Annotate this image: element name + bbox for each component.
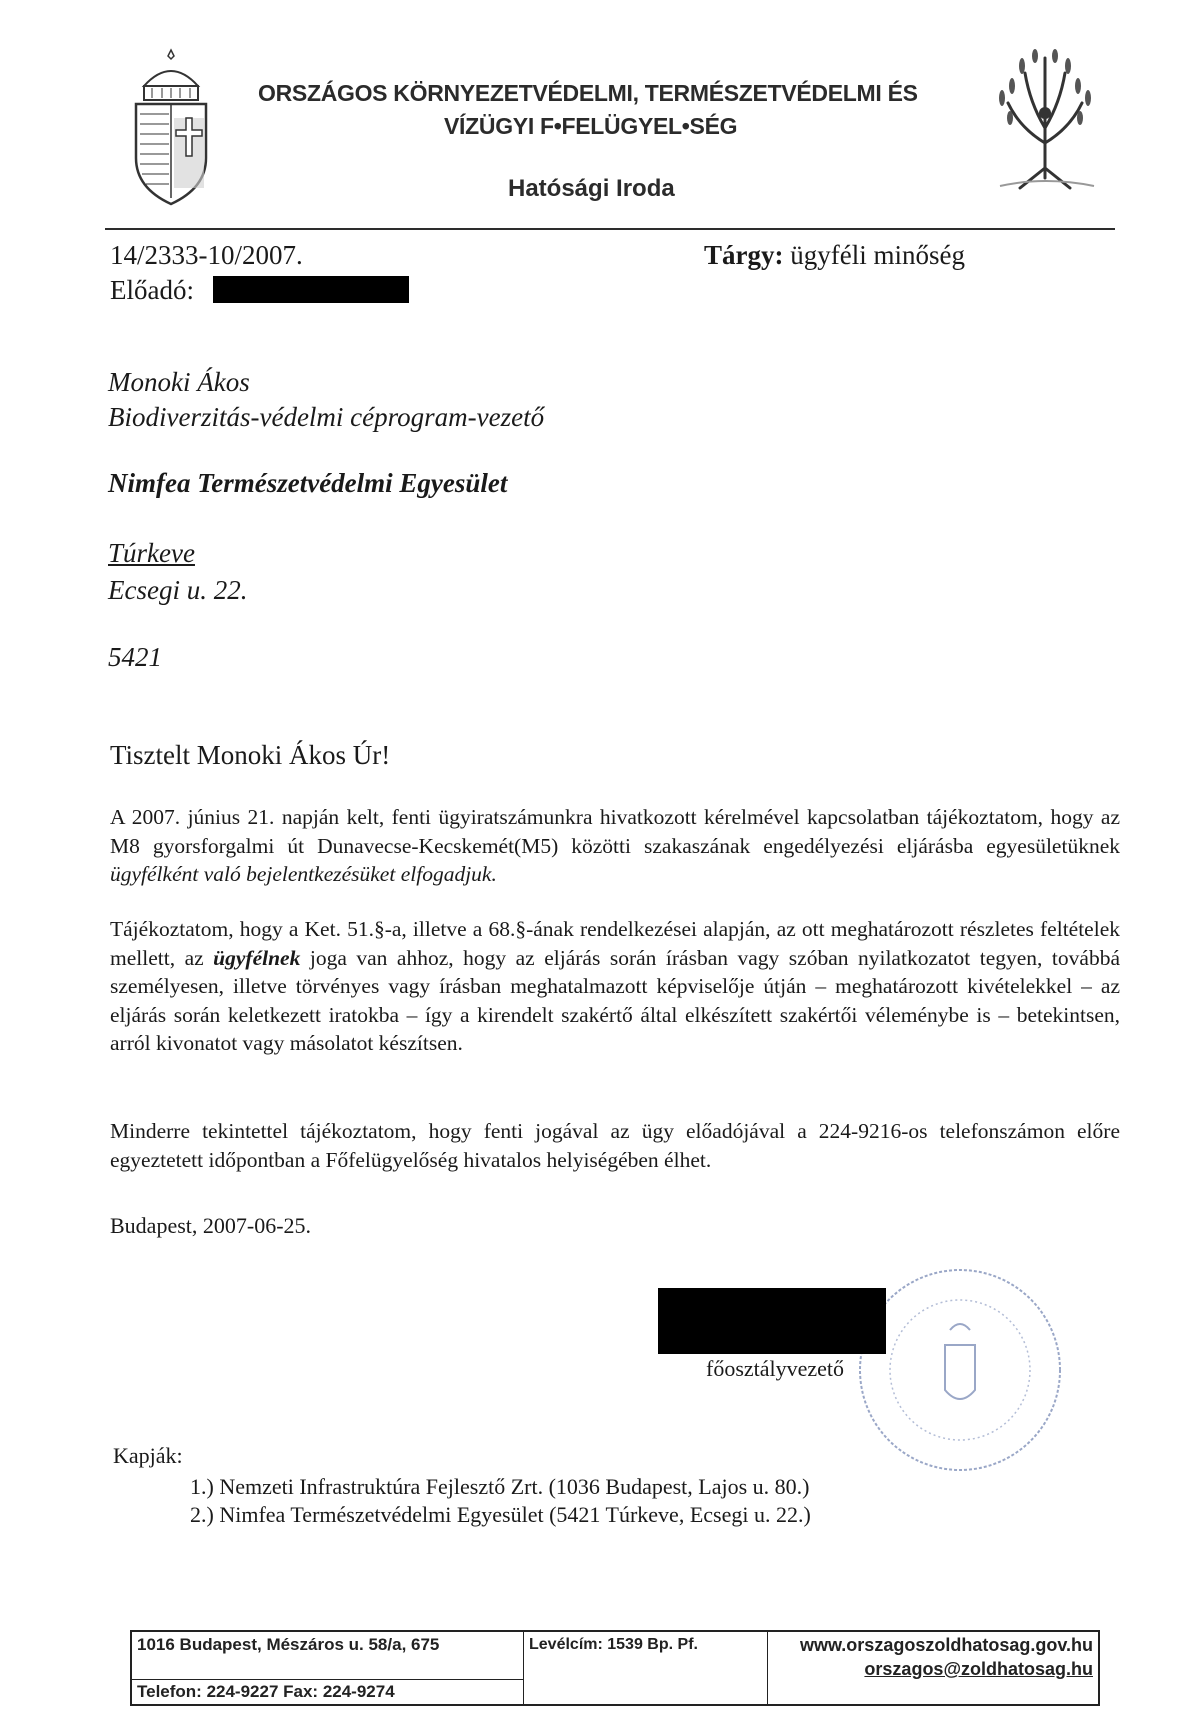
officer-name-redaction — [213, 276, 409, 303]
p2-text-a: Tájékoztatom, hogy a Ket. 51.§-a, illetve a 68.§-ának rendelkezései alapján, az ott meghatározott részletes feltételek mellett, az — [110, 917, 1120, 970]
tree-logo — [990, 48, 1100, 196]
p2-text-b: joga van ahhoz, hogy az eljárás során írásban vagy szóban nyilatkozatot tegyen, továbbá személyesen, illetve törvényes vagy írásban meghatalmazott képviselője útján – meghatározott kivételekkel – az eljárás során keletkezett iratokba – így a kirendelt szakértő által elkészített szakértői véleménybe is – betekintsen, arról kivonatot vagy másolatot készítsen. — [110, 945, 1120, 1055]
place-and-date: Budapest, 2007-06-25. — [110, 1213, 312, 1238]
salutation: Tisztelt Monoki Ákos Úr! — [110, 740, 391, 770]
addressee-organization: Nimfea Természetvédelmi Egyesület — [108, 468, 508, 498]
agency-name-line2: VÍZÜGYI F•FELÜGYEL•SÉG — [444, 113, 738, 139]
addressee-city: Túrkeve — [108, 538, 195, 568]
addressee-title: Biodiverzitás-védelmi céprogram-vezető — [108, 402, 545, 432]
subject-label: Tárgy: — [704, 240, 784, 270]
subject-line — [704, 240, 965, 271]
footer-postal-address: Levélcím: 1539 Bp. Pf. — [524, 1632, 768, 1704]
footer-email-link[interactable]: orszagos@zoldhatosag.hu — [864, 1659, 1093, 1679]
body-paragraph-1 — [110, 803, 1120, 889]
agency-name-line1: ORSZÁGOS KÖRNYEZETVÉDELMI, TERMÉSZETVÉDELMI ÉS — [258, 80, 918, 106]
footer-web-cell — [768, 1632, 1098, 1704]
body-paragraph-3: Minderre tekintettel tájékoztatom, hogy fenti jogával az ügy előadójával a 224-9216-os telefonszámon előre egyeztetett időpontban a Főfelügyelőség hivatalos helyiségében élhet. — [110, 1119, 1120, 1172]
p1-emphasis: ügyfélként való bejelentkezésüket elfogadjuk. — [110, 862, 497, 886]
footer-address: 1016 Budapest, Mészáros u. 58/a, 675 — [137, 1635, 440, 1654]
signature-name-redaction — [658, 1288, 886, 1354]
coat-of-arms-logo — [130, 48, 212, 208]
addressee-street: Ecsegi u. 22. — [108, 575, 248, 605]
subject-value: ügyféli minőség — [783, 240, 965, 270]
footer-contact-box — [130, 1630, 1100, 1706]
recipient-item: 2.) Nimfea Természetvédelmi Egyesület (5421 Túrkeve, Ecsegi u. 22.) — [190, 1502, 811, 1527]
reference-number: 14/2333-10/2007. — [110, 240, 303, 270]
officer-label: Előadó: — [110, 275, 194, 305]
body-paragraph-2 — [110, 915, 1120, 1058]
recipient-item: 1.) Nemzeti Infrastruktúra Fejlesztő Zrt. (1036 Budapest, Lajos u. 80.) — [190, 1474, 810, 1499]
p1-text: A 2007. június 21. napján kelt, fenti ügyiratszámunkra hivatkozott kérelmével kapcsolatban tájékoztatom, hogy az M8 gyorsforgalmi út Dunavecse-Kecskemét(M5) közötti szakaszának engedélyezési eljárásba egyesületüknek — [110, 805, 1120, 858]
footer-phone-fax: Telefon: 224-9227 Fax: 224-9274 — [132, 1679, 523, 1704]
p2-emphasis: ügyfélnek — [213, 945, 301, 970]
addressee-zip: 5421 — [108, 642, 162, 672]
recipients-label: Kapják: — [113, 1443, 183, 1468]
header-divider — [105, 228, 1115, 230]
footer-website-link[interactable]: www.orszagoszoldhatosag.gov.hu — [799, 1635, 1093, 1655]
footer-address-cell — [132, 1632, 524, 1704]
addressee-name: Monoki Ákos — [108, 367, 250, 397]
office-name: Hatósági Iroda — [508, 175, 675, 202]
signatory-role: főosztályvezető — [706, 1356, 845, 1381]
